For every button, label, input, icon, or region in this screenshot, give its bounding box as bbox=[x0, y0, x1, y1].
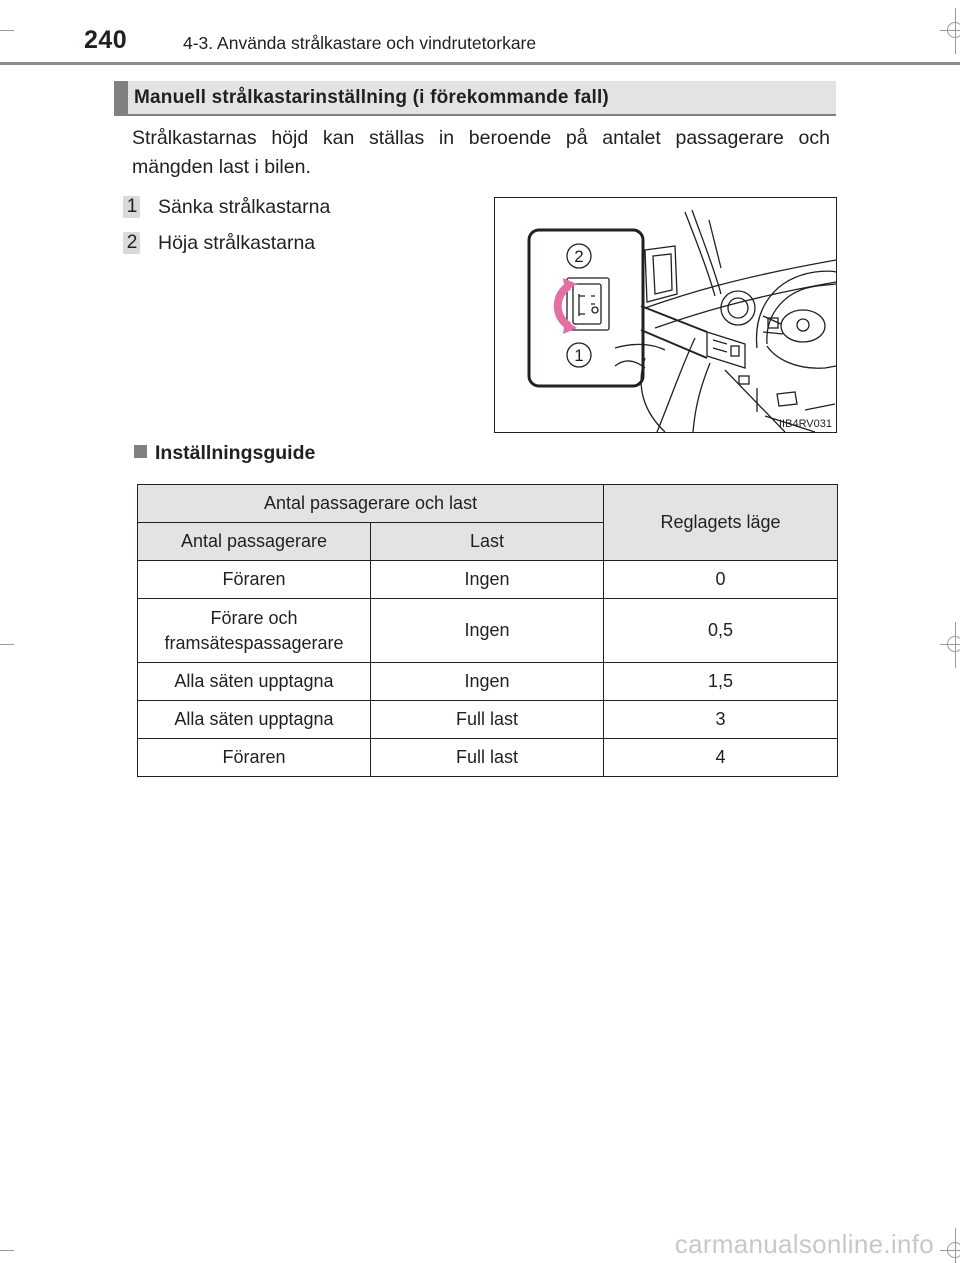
passengers-line: Förare och bbox=[210, 607, 298, 628]
position-cell: 0 bbox=[604, 561, 838, 599]
crop-mark bbox=[0, 1250, 14, 1251]
crop-mark bbox=[947, 1242, 960, 1258]
headlight-leveling-illustration bbox=[494, 197, 837, 433]
crop-mark bbox=[947, 636, 960, 652]
table-row bbox=[138, 561, 838, 599]
header-load-cell: Last bbox=[371, 523, 604, 561]
load-cell: Ingen bbox=[371, 599, 604, 663]
dashboard-drawing bbox=[495, 198, 836, 432]
crop-mark bbox=[0, 30, 14, 31]
bullet-square-icon bbox=[134, 445, 147, 458]
passengers-cell: Alla säten upptagna bbox=[138, 663, 371, 701]
header-passengers-cell: Antal passagerare bbox=[138, 523, 371, 561]
step-label: Höja strålkastarna bbox=[158, 232, 316, 254]
table-row bbox=[138, 663, 838, 701]
section-underline bbox=[114, 114, 836, 116]
step-number: 2 bbox=[122, 232, 142, 254]
load-cell: Full last bbox=[371, 701, 604, 739]
settings-guide-table bbox=[137, 484, 838, 777]
passengers-cell bbox=[138, 599, 371, 663]
load-cell: Ingen bbox=[371, 561, 604, 599]
passengers-cell: Föraren bbox=[138, 561, 371, 599]
page-number: 240 bbox=[84, 26, 128, 54]
table-row bbox=[138, 739, 838, 777]
crop-mark bbox=[947, 22, 960, 38]
watermark: carmanualsonline.info bbox=[674, 1229, 934, 1259]
table-row bbox=[138, 701, 838, 739]
position-cell: 0,5 bbox=[604, 599, 838, 663]
header-position-cell: Reglagets läge bbox=[604, 485, 838, 561]
chapter-title: 4-3. Använda strålkastare och vindrutetorkare bbox=[183, 33, 537, 53]
table-row bbox=[138, 599, 838, 663]
passengers-line: framsätespassagerare bbox=[164, 632, 344, 653]
step-number: 1 bbox=[122, 196, 142, 218]
load-cell: Ingen bbox=[371, 663, 604, 701]
passengers-cell: Föraren bbox=[138, 739, 371, 777]
section-title-bar bbox=[114, 81, 836, 115]
passengers-cell: Alla säten upptagna bbox=[138, 701, 371, 739]
guide-heading-text: Inställningsguide bbox=[155, 442, 316, 464]
header-divider bbox=[0, 62, 960, 65]
callout-number: 2 bbox=[574, 247, 584, 266]
position-cell: 3 bbox=[604, 701, 838, 739]
header-group-cell: Antal passagerare och last bbox=[138, 485, 604, 523]
load-cell: Full last bbox=[371, 739, 604, 777]
intro-paragraph: Strålkastarnas höjd kan ställas in beroende på antalet passagerare och mängden last i bilen. bbox=[132, 127, 830, 178]
crop-mark bbox=[0, 644, 14, 645]
section-title: Manuell strålkastarinställning (i förekommande fall) bbox=[134, 87, 609, 108]
guide-heading bbox=[134, 442, 315, 465]
table-header-row bbox=[138, 485, 838, 523]
step-label: Sänka strålkastarna bbox=[158, 196, 331, 218]
figure-code: IIB4RV031 bbox=[779, 418, 833, 430]
callout-number: 1 bbox=[574, 346, 584, 365]
position-cell: 4 bbox=[604, 739, 838, 777]
position-cell: 1,5 bbox=[604, 663, 838, 701]
